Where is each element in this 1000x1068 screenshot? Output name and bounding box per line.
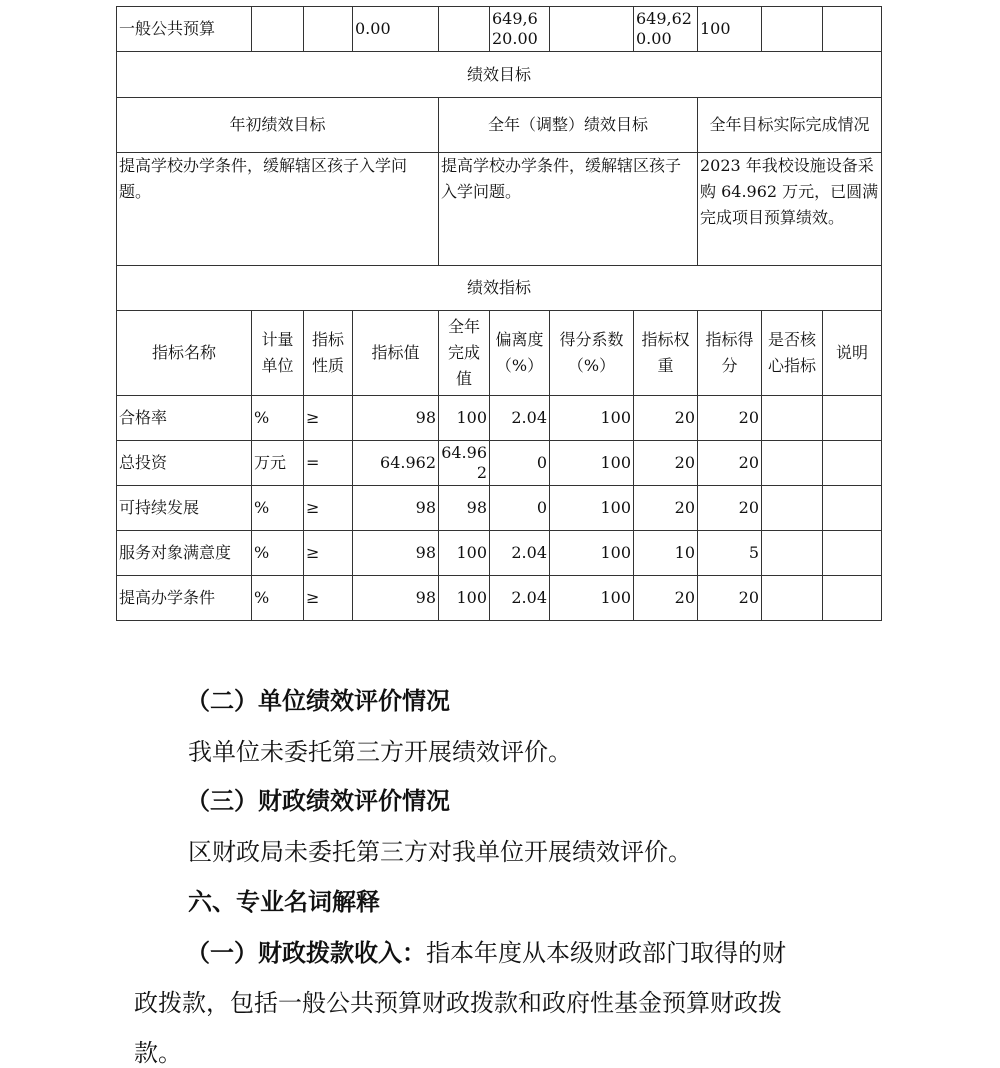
budget-cell <box>550 7 634 52</box>
definition-term: （一）财政拨款收入： <box>186 939 426 967</box>
indicator-note <box>823 576 882 621</box>
indicator-row <box>117 396 882 441</box>
indicator-unit: % <box>252 486 304 531</box>
goal-actual-text: 2023 年我校设施设备采购 64.962 万元，已圆满完成项目预算绩效。 <box>698 153 882 266</box>
budget-cell: 649,620.00 <box>634 7 698 52</box>
indicator-row <box>117 531 882 576</box>
definition-line-1 <box>186 938 786 968</box>
indicator-header-row <box>117 311 882 396</box>
header-cell: 指标名称 <box>117 311 252 396</box>
indicator-name: 总投资 <box>117 441 252 486</box>
paragraph-unit-evaluation: 我单位未委托第三方开展绩效评价。 <box>188 738 572 766</box>
heading-finance-evaluation: （三）财政绩效评价情况 <box>186 787 450 815</box>
goal-initial-header: 年初绩效目标 <box>117 98 439 153</box>
indicator-coefficient: 100 <box>550 576 634 621</box>
budget-cell: 649,620.00 <box>490 7 550 52</box>
indicator-name: 提高办学条件 <box>117 576 252 621</box>
indicator-actual: 100 <box>439 396 490 441</box>
indicator-core <box>762 396 823 441</box>
indicator-name: 可持续发展 <box>117 486 252 531</box>
paragraph-finance-evaluation: 区财政局未委托第三方对我单位开展绩效评价。 <box>188 838 692 866</box>
indicator-coefficient: 100 <box>550 486 634 531</box>
indicator-note <box>823 396 882 441</box>
indicator-nature: ≥ <box>304 531 353 576</box>
header-cell: 得分系数（%） <box>550 311 634 396</box>
header-cell: 计量单位 <box>252 311 304 396</box>
indicator-target: 98 <box>353 486 439 531</box>
indicator-target: 64.962 <box>353 441 439 486</box>
indicator-note <box>823 486 882 531</box>
indicator-deviation: 0 <box>490 441 550 486</box>
budget-cell <box>304 7 353 52</box>
indicator-deviation: 2.04 <box>490 396 550 441</box>
header-cell: 是否核心指标 <box>762 311 823 396</box>
indicator-weight: 20 <box>634 441 698 486</box>
goal-adjusted-header: 全年（调整）绩效目标 <box>439 98 698 153</box>
indicator-nature: = <box>304 441 353 486</box>
indicator-unit: 万元 <box>252 441 304 486</box>
indicator-unit: % <box>252 576 304 621</box>
indicator-target: 98 <box>353 576 439 621</box>
indicator-unit: % <box>252 531 304 576</box>
definition-line-3: 款。 <box>134 1039 182 1067</box>
header-cell: 指标性质 <box>304 311 353 396</box>
budget-cell: 100 <box>698 7 762 52</box>
indicator-coefficient: 100 <box>550 396 634 441</box>
indicator-weight: 20 <box>634 576 698 621</box>
indicator-coefficient: 100 <box>550 531 634 576</box>
indicator-row <box>117 441 882 486</box>
indicator-actual: 100 <box>439 531 490 576</box>
definition-line-2: 政拨款，包括一般公共预算财政拨款和政府性基金预算财政拨 <box>134 989 782 1017</box>
goals-section-title: 绩效目标 <box>117 52 882 98</box>
indicator-actual: 64.962 <box>439 441 490 486</box>
indicator-note <box>823 441 882 486</box>
indicator-score: 20 <box>698 396 762 441</box>
indicator-target: 98 <box>353 396 439 441</box>
indicator-core <box>762 441 823 486</box>
indicator-weight: 20 <box>634 486 698 531</box>
indicator-deviation: 2.04 <box>490 531 550 576</box>
indicator-deviation: 0 <box>490 486 550 531</box>
indicator-coefficient: 100 <box>550 441 634 486</box>
header-cell: 指标权重 <box>634 311 698 396</box>
indicator-nature: ≥ <box>304 396 353 441</box>
budget-cell <box>252 7 304 52</box>
indicator-actual: 100 <box>439 576 490 621</box>
indicator-row <box>117 486 882 531</box>
budget-row <box>117 7 882 52</box>
goal-actual-header: 全年目标实际完成情况 <box>698 98 882 153</box>
header-cell: 指标得分 <box>698 311 762 396</box>
goal-initial-text: 提高学校办学条件，缓解辖区孩子入学问题。 <box>117 153 439 266</box>
heading-terms: 六、专业名词解释 <box>188 888 380 916</box>
header-cell: 全年完成值 <box>439 311 490 396</box>
budget-cell: 0.00 <box>353 7 439 52</box>
indicator-name: 合格率 <box>117 396 252 441</box>
indicator-core <box>762 576 823 621</box>
indicator-nature: ≥ <box>304 576 353 621</box>
indicator-note <box>823 531 882 576</box>
budget-cell <box>762 7 823 52</box>
header-cell: 指标值 <box>353 311 439 396</box>
indicator-name: 服务对象满意度 <box>117 531 252 576</box>
budget-cell <box>439 7 490 52</box>
indicator-score: 20 <box>698 576 762 621</box>
budget-cell <box>823 7 882 52</box>
indicator-actual: 98 <box>439 486 490 531</box>
definition-text: 指本年度从本级财政部门取得的财 <box>426 939 786 967</box>
indicator-unit: % <box>252 396 304 441</box>
indicator-score: 20 <box>698 441 762 486</box>
indicator-row <box>117 576 882 621</box>
indicator-weight: 20 <box>634 396 698 441</box>
indicator-score: 5 <box>698 531 762 576</box>
header-cell: 说明 <box>823 311 882 396</box>
indicator-core <box>762 486 823 531</box>
indicator-nature: ≥ <box>304 486 353 531</box>
performance-table <box>116 6 882 621</box>
goal-adjusted-text: 提高学校办学条件，缓解辖区孩子入学问题。 <box>439 153 698 266</box>
indicator-deviation: 2.04 <box>490 576 550 621</box>
indicators-section-title: 绩效指标 <box>117 266 882 311</box>
indicator-weight: 10 <box>634 531 698 576</box>
indicator-core <box>762 531 823 576</box>
budget-label: 一般公共预算 <box>117 7 252 52</box>
indicator-target: 98 <box>353 531 439 576</box>
indicator-score: 20 <box>698 486 762 531</box>
heading-unit-evaluation: （二）单位绩效评价情况 <box>186 687 450 715</box>
header-cell: 偏离度（%） <box>490 311 550 396</box>
